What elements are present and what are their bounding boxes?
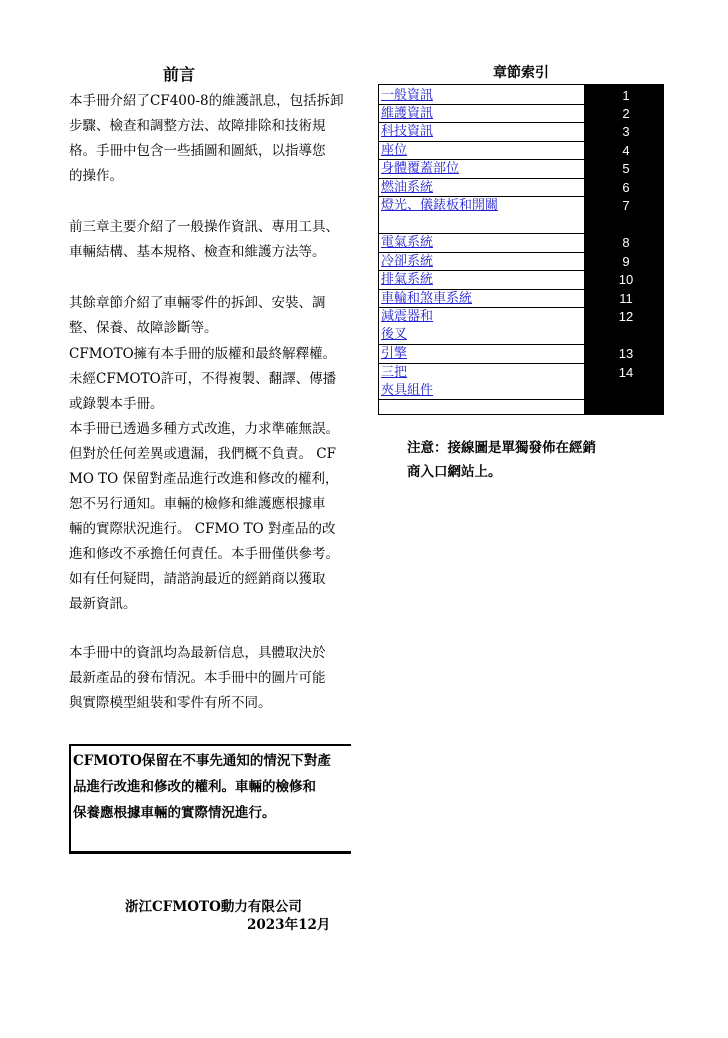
chapter-link[interactable]: 燃油系統 — [381, 180, 434, 195]
chapter-link[interactable]: 一般資訊 — [381, 88, 434, 103]
chapter-link[interactable]: 引擎 — [381, 346, 408, 361]
chapter-number: 12 — [618, 309, 634, 324]
preface-paragraph-5: 本手冊中的資訊均為最新信息，具體取決於 最新產品的發布情況。本手冊中的圖片可能 與實際模型組裝和零件有所不同。 — [69, 645, 326, 711]
chapter-number: 13 — [618, 346, 634, 361]
company-name: 浙江CFMOTO動力有限公司 — [125, 899, 302, 915]
chapter-link[interactable]: 排氣系統 — [381, 272, 434, 287]
chapter-number: 7 — [622, 198, 630, 213]
preface-paragraph-4: CFMOTO擁有本手冊的版權和最終解釋權。 未經CFMOTO許可，不得複製、翻譯、傳播 或錄製本手冊。 本手冊已透過多種方式改進，力求準確無誤。 但對於任何差異或遺漏，我們概不負責。 CF MO TO 保留對產品進行改進和修改的權利， 恕不另行通知。車輛的檢修和維護應根據車 輛的實際狀況進行。 CFMO TO 對產品的改 進和修改不承擔任何責任。本手冊僅供參考。 如有任何疑問，請諮詢最近的經銷商以獲取 最新資訊。 — [69, 346, 339, 612]
notice-box: CFMOTO保留在不事先通知的情況下對產 品進行改進和修改的權利。車輛的檢修和 保養應根據車輛的實際情況進行。 — [69, 744, 351, 854]
chapter-link[interactable]: 身體覆蓋部位 — [381, 161, 460, 176]
chapter-number: 14 — [618, 365, 634, 380]
chapter-number: 6 — [622, 180, 630, 195]
chapter-link[interactable]: 科技資訊 — [381, 124, 434, 139]
chapter-link[interactable]: 座位 — [381, 143, 408, 158]
chapter-number: 3 — [622, 124, 630, 139]
chapter-index-title: 章節索引 — [493, 65, 549, 81]
chapter-link[interactable]: 減震器和 後叉 — [381, 309, 434, 342]
chapter-link[interactable]: 三把 夾具組件 — [381, 365, 434, 398]
preface-paragraph-2: 前三章主要介紹了一般操作資訊、專用工具、 車輛結構、基本規格、檢查和維護方法等。 — [69, 219, 339, 260]
chapter-number: 4 — [622, 143, 630, 158]
chapter-number: 2 — [622, 106, 630, 121]
chapter-link[interactable]: 冷卻系統 — [381, 254, 434, 269]
chapter-link[interactable]: 燈光、儀錶板和開關 — [381, 198, 499, 213]
chapter-number: 11 — [619, 291, 633, 306]
chapter-number: 1 — [622, 88, 630, 103]
chapter-link[interactable]: 電氣系統 — [381, 235, 434, 250]
chapter-link[interactable]: 維護資訊 — [381, 106, 434, 121]
chapter-index-table — [378, 84, 664, 415]
wiring-diagram-note: 注意：接線圖是單獨發佈在經銷 商入口網站上。 — [407, 440, 596, 480]
preface-section — [69, 62, 369, 716]
preface-paragraph-1: 本手冊介紹了CF400-8的維護訊息，包括拆卸 步驟、檢查和調整方法、故障排除和技術規 格。手冊中包含一些插圖和圖紙，以指導您 的操作。 — [69, 93, 344, 184]
preface-title: 前言 — [162, 65, 195, 84]
chapter-number: 8 — [622, 235, 630, 250]
chapter-number: 10 — [618, 272, 634, 287]
chapter-number: 5 — [622, 161, 630, 176]
preface-paragraph-3: 其餘章節介紹了車輛零件的拆卸、安裝、調 整、保養、故障診斷等。 — [69, 295, 326, 336]
row-divider — [379, 399, 585, 400]
publish-date: 2023年12月 — [247, 917, 331, 933]
chapter-number: 9 — [622, 254, 630, 269]
chapter-link[interactable]: 車輪和煞車系統 — [381, 291, 473, 306]
